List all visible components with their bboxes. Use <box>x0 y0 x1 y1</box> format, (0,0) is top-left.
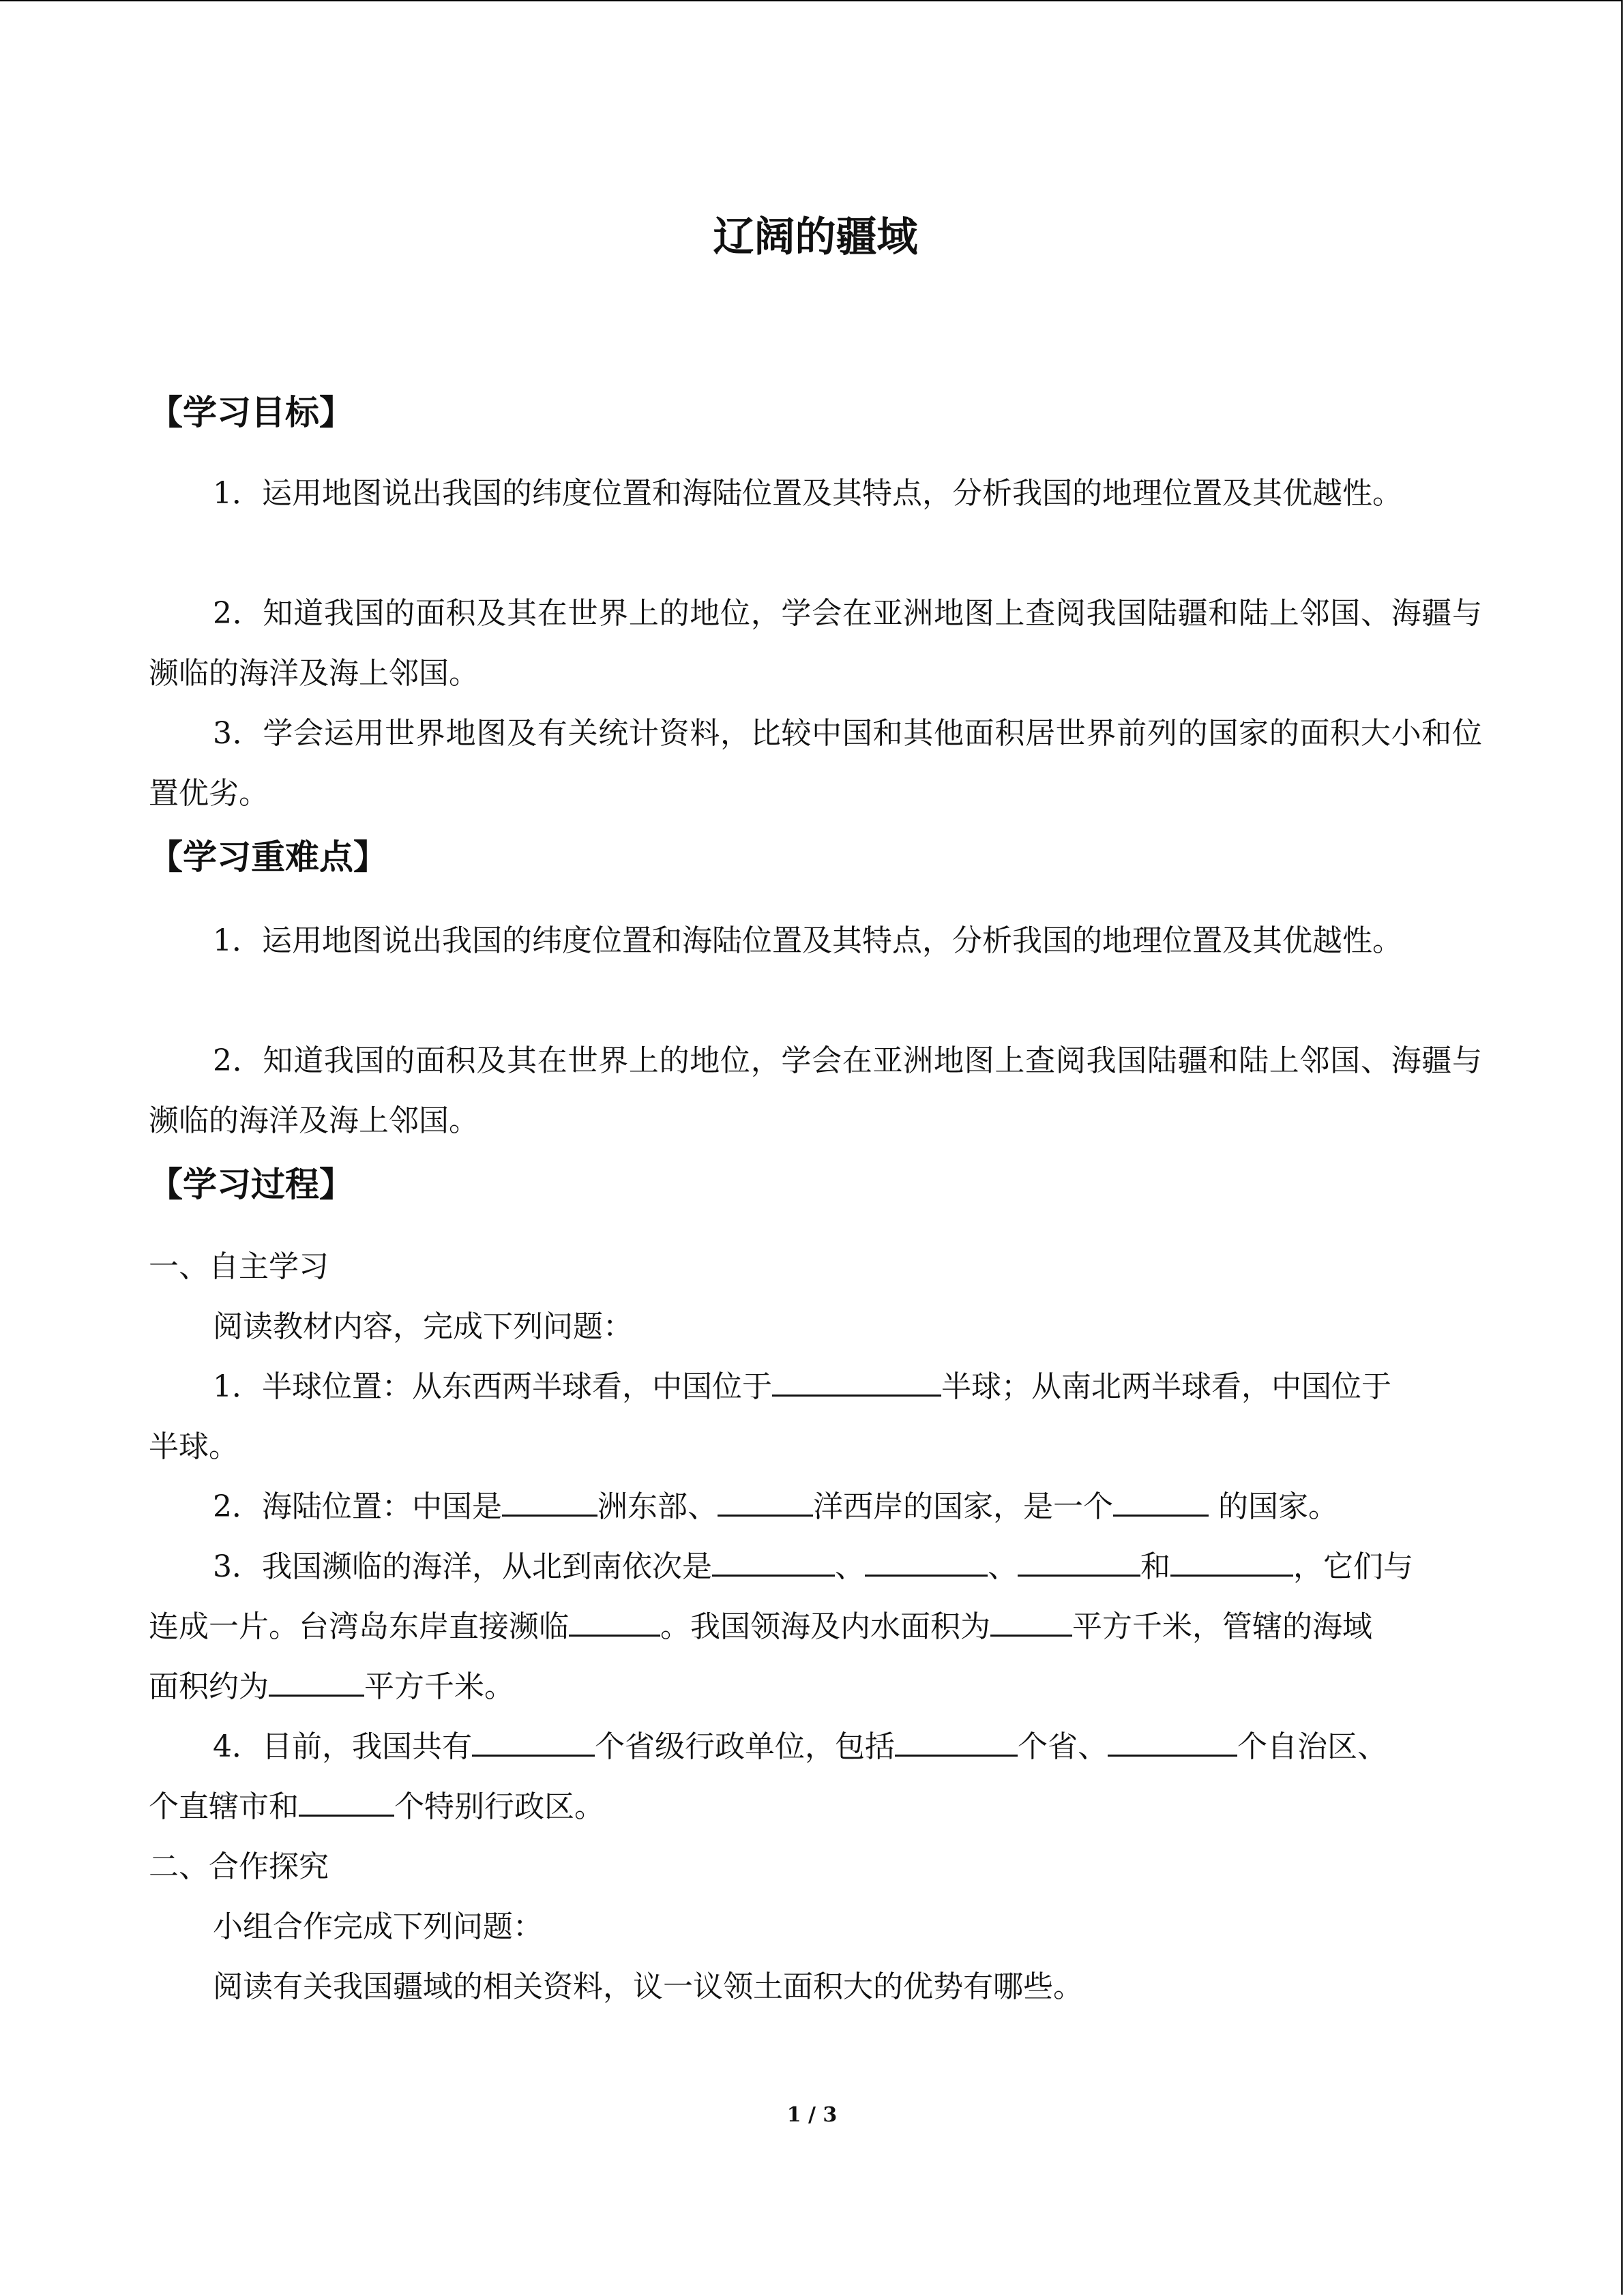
part2-title: 二、合作探究 <box>149 1849 329 1884</box>
goal-item-3: 3．学会运用世界地图及有关统计资料，比较中国和其他面积居世界前列的国家的面积大小和位置优劣。 <box>149 716 1482 811</box>
part1-title: 一、自主学习 <box>149 1249 329 1284</box>
question-3-cont-2: 面积约为 平方千米。 <box>149 1657 1482 1717</box>
key-point-item-1: 1．运用地图说出我国的纬度位置和海陆位置及其特点，分析我国的地理位置及其优越性。 <box>213 923 1402 958</box>
answer-blank[interactable] <box>472 1727 595 1757</box>
goal-item-1: 1．运用地图说出我国的纬度位置和海陆位置及其特点，分析我国的地理位置及其优越性。 <box>213 476 1402 511</box>
answer-blank[interactable] <box>1170 1547 1293 1577</box>
part2-task: 阅读有关我国疆域的相关资料，议一议领土面积大的优势有哪些。 <box>213 1969 1083 2004</box>
question-4: 4．目前，我国共有 个省级行政单位，包括 个省、 个自治区、 <box>149 1717 1546 1777</box>
answer-blank[interactable] <box>299 1787 394 1817</box>
question-3: 3．我国濒临的海洋，从北到南依次是 、 、 和 ，它们与 <box>149 1537 1546 1597</box>
part1-intro: 阅读教材内容，完成下列问题： <box>213 1309 633 1344</box>
answer-blank[interactable] <box>1113 1487 1209 1517</box>
question-1-cont: 半球。 <box>149 1429 239 1464</box>
answer-blank[interactable] <box>712 1547 835 1577</box>
document-title: 辽阔的疆域 <box>713 213 918 261</box>
answer-blank[interactable] <box>865 1547 988 1577</box>
page-number: 1 / 3 <box>786 2103 838 2127</box>
key-point-item-2: 2．知道我国的面积及其在世界上的地位，学会在亚洲地图上查阅我国陆疆和陆上邻国、海疆与濒临的海洋及海上邻国。 <box>149 1043 1482 1138</box>
answer-blank[interactable] <box>772 1367 941 1397</box>
goal-item-2: 2．知道我国的面积及其在世界上的地位，学会在亚洲地图上查阅我国陆疆和陆上邻国、海疆与濒临的海洋及海上邻国。 <box>149 596 1482 691</box>
answer-blank[interactable] <box>990 1607 1072 1637</box>
answer-blank[interactable] <box>269 1667 364 1697</box>
answer-blank[interactable] <box>569 1607 660 1637</box>
question-3-cont: 连成一片。台湾岛东岸直接濒临 。我国领海及内水面积为 平方千米，管辖的海域 <box>149 1597 1482 1657</box>
question-1: 1．半球位置：从东西两半球看，中国位于 半球；从南北两半球看，中国位于 <box>149 1357 1546 1417</box>
answer-blank[interactable] <box>502 1487 597 1517</box>
question-2: 2．海陆位置：中国是 洲东部、 洋西岸的国家，是一个 的国家。 <box>149 1477 1546 1537</box>
heading-learning-process: 【学习过程】 <box>149 1165 353 1204</box>
answer-blank[interactable] <box>718 1487 813 1517</box>
heading-key-points: 【学习重难点】 <box>149 837 387 877</box>
answer-blank[interactable] <box>1018 1547 1140 1577</box>
answer-blank[interactable] <box>1108 1727 1237 1757</box>
heading-learning-goals: 【学习目标】 <box>149 393 353 432</box>
question-4-cont: 个直辖市和 个特别行政区。 <box>149 1777 1482 1837</box>
answer-blank[interactable] <box>895 1727 1018 1757</box>
part2-intro: 小组合作完成下列问题： <box>213 1909 543 1944</box>
